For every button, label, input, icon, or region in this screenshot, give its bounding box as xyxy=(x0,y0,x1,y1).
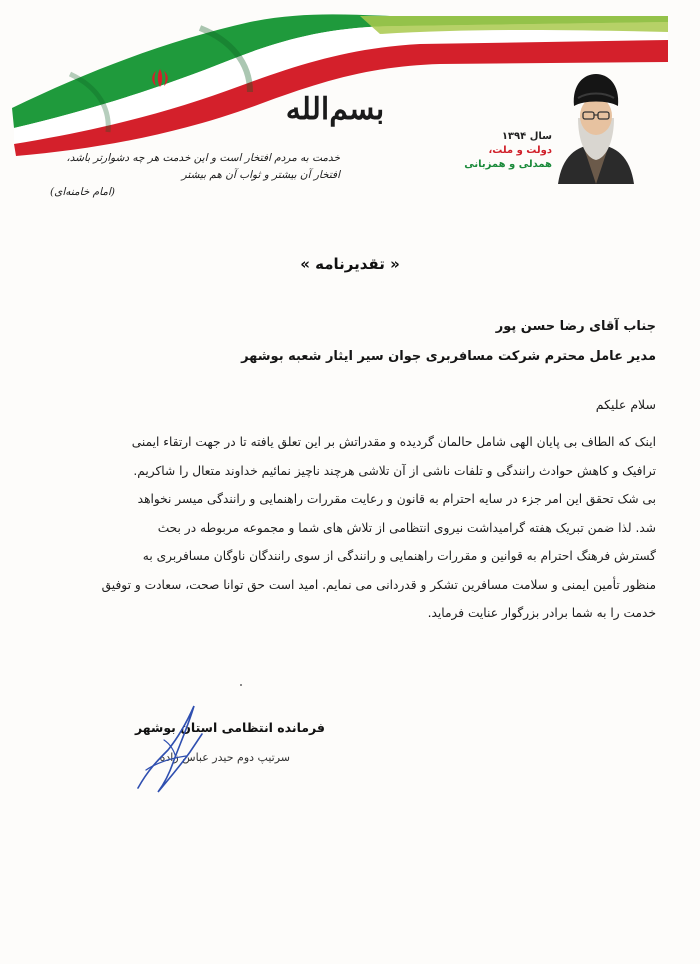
body-line: خدمت را به شما برادر بزرگوار عنایت فرماید. xyxy=(427,606,656,620)
bismillah-calligraphy: بسم‌الله xyxy=(285,92,385,127)
body-line: گسترش فرهنگ احترام به قوانین و مقررات راهنمایی و رانندگی از سوی رانندگان ناوگان مسافربری به xyxy=(142,549,656,563)
recipient-block xyxy=(156,312,656,372)
signatory-title: فرمانده انتظامی استان بوشهر xyxy=(135,720,325,735)
slogan-line-1: دولت و ملت، xyxy=(488,145,552,156)
leader-quote xyxy=(40,150,340,201)
body-line: منظور تأمین ایمنی و سلامت مسافرین تشکر و قدردانی می نمایم. امید است حق توانا صحت، سعادت و توفیق xyxy=(101,577,656,592)
signatory-name: سرتیپ دوم حیدر عباس زاده xyxy=(159,751,290,764)
handwritten-signature xyxy=(128,700,218,800)
recipient-name: جناب آقای رضا حسن پور xyxy=(495,319,656,334)
recipient-position: مدیر عامل محترم شرکت مسافربری جوان سیر ایثار شعبه بوشهر xyxy=(241,349,656,364)
quote-text: خدمت به مردم افتخار است و این خدمت هر چه دشوارتر باشد، افتخار آن بیشتر و ثواب آن هم بیشتر xyxy=(66,152,340,181)
body-line: شد. لذا ضمن تبریک هفته گرامیداشت نیروی انتظامی از تلاش های شما و مجموعه مربوطه در بحث xyxy=(157,520,656,535)
quote-attribution: (امام خامنه‌ای) xyxy=(50,186,116,198)
year-slogan xyxy=(460,130,552,172)
year-line: سال ۱۳۹۴ xyxy=(501,131,552,142)
body-line: ترافیک و کاهش حوادث رانندگی و تلفات ناشی از آن تلاشی هرچند ناچیز نمائیم خداوند متعال را شاکریم. xyxy=(133,463,656,478)
letter-title: « تقدیرنامه » xyxy=(300,255,400,273)
leader-portrait xyxy=(556,68,636,184)
greeting: سلام علیکم xyxy=(595,397,656,412)
body-line: اینک که الطاف بی پایان الهی شامل حالمان گردیده و مقدراتش بر این تعلق یافته تا در جهت ارتقاء ایمنی xyxy=(131,435,656,449)
body-line: بی شک تحقق این امر جزء در سایه احترام به قانون و رعایت مقررات راهنمایی و رانندگی میسر نخواهد xyxy=(137,492,656,506)
speck xyxy=(240,684,242,686)
slogan-line-2: همدلی و همزبانی xyxy=(464,159,552,170)
letter-body xyxy=(70,428,656,628)
